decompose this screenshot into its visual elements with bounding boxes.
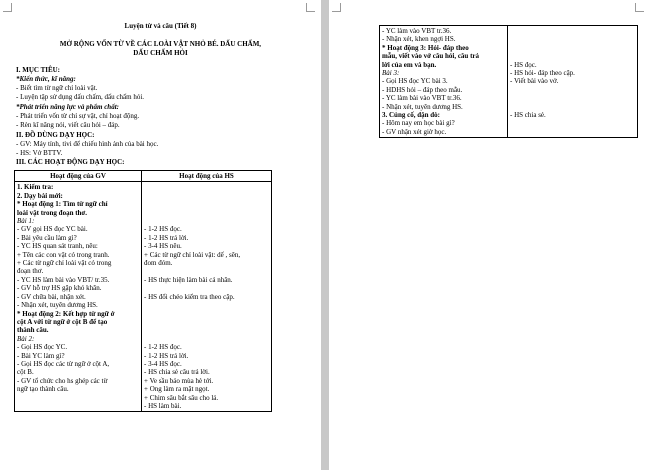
materials-heading: II. ĐỒ DÙNG DẠY HỌC: [16, 131, 95, 139]
materials-item: - GV: Máy tính, tivi để chiếu hình ảnh của bài học. [16, 140, 159, 148]
table-line [144, 326, 269, 334]
table-line [144, 200, 269, 208]
table-line [510, 35, 635, 43]
table-line: * Hoạt động 2: Kết hợp từ ngữ ở [17, 309, 115, 318]
table-line: Bài 3: [382, 69, 400, 78]
table-line: 2. Dạy bài mới: [17, 191, 63, 200]
table-line [144, 301, 269, 309]
table-line [144, 318, 269, 326]
table-line: - YC HS quan sát tranh, nêu: [17, 242, 98, 251]
table-line: - HS đổi chéo kiểm tra theo cặp. [144, 292, 235, 301]
student-lines [510, 27, 635, 136]
student-activities-cell [508, 26, 638, 138]
table-line: - Viết bài vào vở. [510, 77, 559, 86]
table-line [510, 119, 635, 127]
table-line: Bài 1: [17, 217, 35, 226]
table-line: - 1-2 HS trả lời. [144, 351, 189, 360]
table-line: * Hoạt động 1: Tìm từ ngữ chỉ [17, 200, 108, 209]
table-line [144, 209, 269, 217]
table-line: * Hoạt động 3: Hỏi- đáp theo [382, 43, 469, 52]
table-line: - Nhận xét, tuyên dương HS. [17, 301, 98, 310]
table-line: lời của em và bạn. [382, 60, 437, 69]
activities-table-continued [379, 25, 638, 138]
table-line [510, 52, 635, 60]
column-header-teacher: Hoạt động của GV [15, 171, 142, 182]
quality-item: - Phát triển vốn từ chỉ sự vật, chỉ hoạt động. [16, 112, 140, 120]
table-line: - YC làm vào VBT tr.36. [382, 27, 452, 35]
table-line: ngữ tạo thành câu. [17, 385, 69, 394]
table-line [144, 335, 269, 343]
teacher-lines [17, 183, 139, 402]
table-line: + Tên các con vật có trong tranh. [17, 250, 110, 259]
table-line: thành câu. [17, 326, 49, 335]
table-line: - GV gọi HS đọc YC bài. [17, 225, 88, 234]
table-line: + Ong làm ra mật ngọt. [144, 385, 210, 394]
teacher-activities-cell [15, 182, 142, 412]
table-line: cột A với từ ngữ ở cột B để tạo [17, 317, 108, 326]
activities-table [14, 170, 272, 412]
table-line: 3. Củng cố, dặn dò: [382, 111, 440, 120]
table-line: + Ve sầu báo mùa hè tới. [144, 376, 214, 385]
table-line [510, 103, 635, 111]
table-line [510, 44, 635, 52]
corner-mark [306, 3, 315, 12]
knowledge-item: - Biết tìm từ ngữ chỉ loài vật. [16, 84, 98, 92]
table-line: - GV nhận xét giờ học. [382, 127, 447, 136]
table-line: - GV hỗ trợ HS gặp khó khăn. [17, 284, 102, 293]
table-line [144, 284, 269, 292]
lesson-subtitle-line-2: DẤU CHẤM HỎI [133, 49, 188, 57]
table-line: + Chim sâu bắt sâu cho lá. [144, 393, 219, 402]
table-line: - YC HS làm bài vào VBT/ tr.35. [17, 275, 110, 284]
teacher-lines [382, 27, 505, 136]
table-line: - GV tổ chức cho hs ghép các từ [17, 376, 108, 385]
lesson-subtitle-line-1: MỞ RỘNG VỐN TỪ VỀ CÁC LOÀI VẬT NHỎ BÉ. DẤU CHẤM, [59, 40, 262, 48]
table-line: - HS thực hiện làm bài cá nhân. [144, 275, 233, 284]
column-header-student: Hoạt động của HS [142, 171, 272, 182]
corner-mark [3, 3, 12, 12]
corner-mark [635, 3, 644, 12]
table-line: - HS làm bài. [144, 401, 182, 410]
table-line [510, 86, 635, 94]
table-line: - HS đọc. [510, 60, 537, 69]
table-line: - 1-2 HS đọc. [144, 343, 182, 352]
student-lines [144, 183, 269, 410]
table-line: - YC làm bài vào VBT tr.36. [382, 94, 462, 103]
objectives-heading: I. MỤC TIÊU: [16, 66, 61, 74]
teacher-activities-cell [380, 26, 508, 138]
document-page-1 [0, 0, 321, 470]
table-line [144, 310, 269, 318]
quality-heading: *Phát triển năng lực và phẩm chất: [16, 103, 119, 111]
table-line: - Gọi HS đọc YC bài 3. [382, 77, 448, 86]
table-line: đom đóm. [144, 259, 173, 268]
table-line [510, 27, 635, 35]
table-line: - 1-2 HS trả lời. [144, 233, 189, 242]
table-line: - HS chia sẻ câu trả lời. [144, 368, 210, 377]
table-line: - 1-2 HS đọc. [144, 225, 182, 234]
table-line [144, 192, 269, 200]
knowledge-heading: *Kiến thức, kĩ năng: [16, 75, 76, 83]
table-line: - Hôm nay em học bài gì? [382, 119, 455, 128]
table-line: Bài 2: [17, 334, 35, 343]
table-line [510, 128, 635, 136]
table-line: loài vật trong đoạn thơ. [17, 208, 88, 217]
table-line: cột B. [17, 368, 34, 377]
table-line [17, 394, 139, 402]
document-page-2 [329, 0, 650, 470]
table-line: mẫu, viết vào vở câu hỏi, câu trả [382, 52, 480, 61]
table-line: - 3-4 HS đọc. [144, 359, 182, 368]
knowledge-item: - Luyện tập sử dụng dấu chấm, dấu chấm hỏi. [16, 93, 145, 101]
corner-mark [332, 3, 341, 12]
table-line: - Nhận xét, tuyên dương HS. [382, 102, 463, 111]
table-line: + Các từ ngữ chỉ loài vật: dế , sên, [144, 250, 241, 259]
table-line: - 3-4 HS nêu. [144, 242, 182, 251]
table-line: 1. Kiểm tra: [17, 183, 54, 192]
table-line: - Bài YC làm gì? [17, 351, 65, 360]
activities-heading: III. CÁC HOẠT ĐỘNG DẠY HỌC: [16, 158, 125, 166]
table-line: - Bài yêu cầu làm gì? [17, 233, 77, 242]
table-line: - Gọi HS đọc các từ ngữ ở cột A, [17, 359, 110, 368]
table-line [510, 94, 635, 102]
materials-item: - HS: Vở BTTV. [16, 149, 63, 157]
table-line: - GV chữa bài, nhận xét. [17, 292, 86, 301]
table-line: - Gọi HS đọc YC. [17, 343, 68, 352]
quality-item: - Rèn kĩ năng nói, viết câu hỏi – đáp. [16, 121, 120, 129]
table-line: - HS chia sẻ. [510, 111, 546, 120]
table-line: + Các từ ngữ chỉ loài vật có trong [17, 259, 112, 268]
table-line [144, 217, 269, 225]
student-activities-cell [142, 182, 272, 412]
table-line: đoạn thơ. [17, 267, 44, 276]
table-line: - HS hỏi- đáp theo cặp. [510, 69, 575, 78]
table-line [144, 183, 269, 191]
lesson-title: Luyện từ và câu (Tiết 8) [124, 22, 197, 30]
table-line [144, 267, 269, 275]
table-line: - HDHS hỏi – đáp theo mẫu. [382, 85, 463, 94]
table-line: - Nhận xét, khen ngợi HS. [382, 35, 456, 44]
